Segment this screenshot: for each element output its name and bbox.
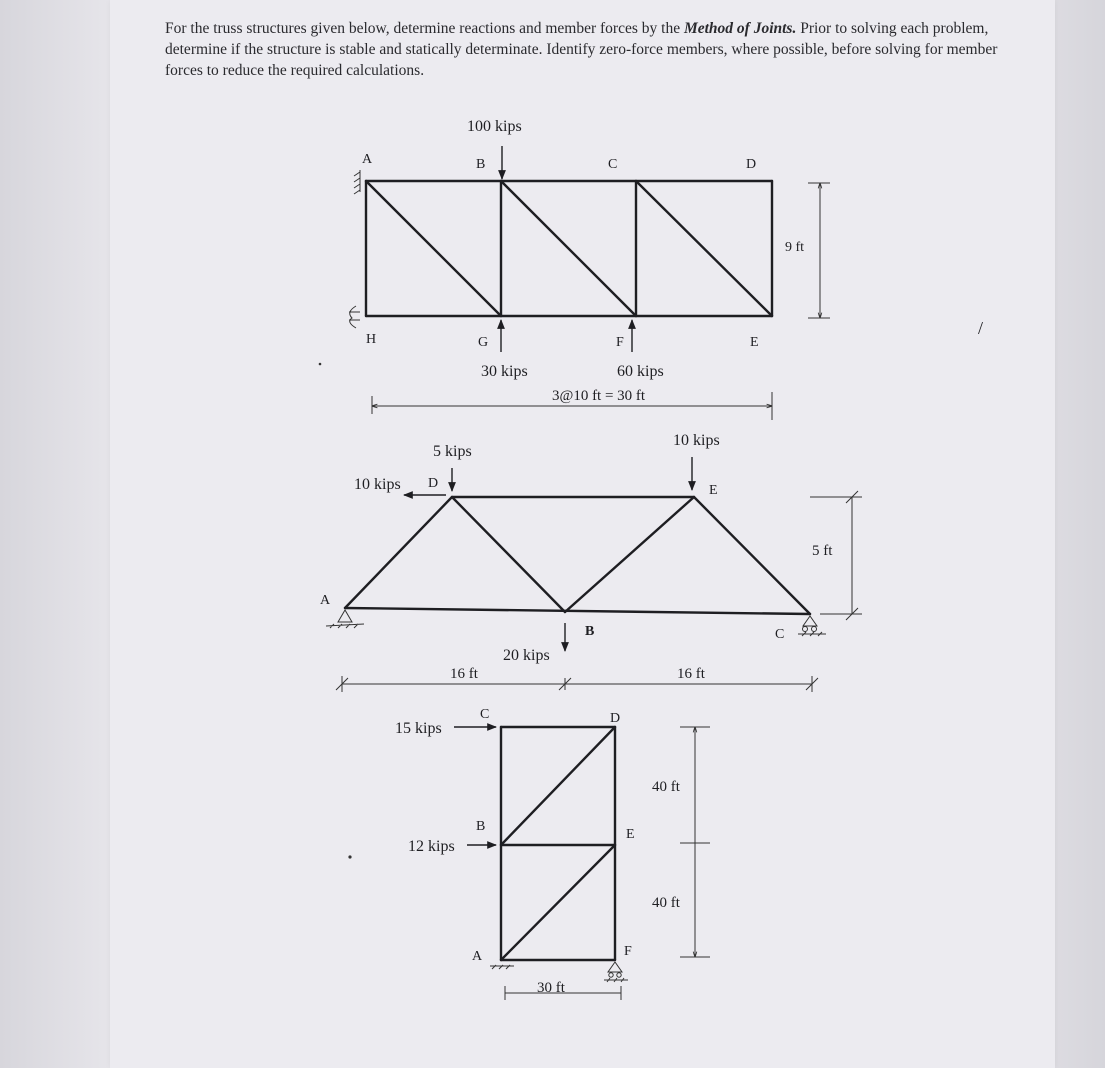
truss-1-members	[366, 181, 772, 316]
truss-2	[320, 432, 862, 692]
truss-2-load-b-label: 20 kips	[503, 647, 550, 664]
truss-3-joint-a: A	[472, 949, 483, 964]
truss-3	[395, 707, 710, 1000]
stray-dot-2	[348, 855, 351, 858]
truss-3-lower-dim-label: 40 ft	[652, 895, 680, 911]
truss-2-joint-c: C	[775, 627, 785, 642]
truss-1-support-h	[349, 306, 360, 328]
truss-2-load-e-label: 10 kips	[673, 432, 720, 449]
truss-1-joint-e: E	[750, 335, 759, 350]
truss-1-span-label: 3@10 ft = 30 ft	[552, 388, 646, 404]
stray-dot-1	[319, 363, 322, 366]
margin-mark: /	[978, 318, 984, 338]
truss-2-members	[345, 497, 810, 614]
truss-3-joint-b: B	[476, 819, 486, 834]
truss-2-right-dim-label: 16 ft	[677, 666, 705, 682]
truss-3-joint-c: C	[480, 707, 490, 722]
truss-3-joint-d: D	[610, 711, 621, 726]
truss-2-joint-e: E	[709, 483, 718, 498]
truss-2-load-d-vertical-label: 5 kips	[433, 443, 472, 460]
truss-1-support-a	[354, 170, 360, 194]
truss-3-upper-dim-label: 40 ft	[652, 779, 680, 795]
truss-1	[349, 118, 830, 420]
truss-1-joint-c: C	[608, 157, 618, 172]
truss-1-joint-f: F	[616, 335, 624, 350]
truss-1-joint-d: D	[746, 157, 757, 172]
truss-1-reaction-g-label: 30 kips	[481, 363, 528, 380]
truss-3-width-label: 30 ft	[537, 980, 565, 996]
truss-3-load-c-label: 15 kips	[395, 720, 442, 737]
truss-2-height-label: 5 ft	[812, 543, 833, 559]
truss-3-joint-e: E	[626, 827, 635, 842]
truss-1-height-label: 9 ft	[785, 240, 805, 255]
truss-2-joint-a: A	[320, 593, 331, 608]
truss-1-joint-a: A	[362, 152, 373, 167]
method-of-joints: Method of Joints.	[683, 20, 797, 37]
truss-2-joint-d: D	[428, 476, 439, 491]
instructions-part1: For the truss structures given below, determine reactions and member forces by the	[165, 20, 684, 37]
truss-2-support-c	[798, 616, 826, 636]
truss-1-joint-h: H	[366, 332, 377, 347]
truss-3-joint-f: F	[624, 944, 632, 959]
truss-2-load-d-horizontal-label: 10 kips	[354, 476, 401, 493]
truss-3-members	[501, 727, 615, 960]
truss-3-load-b-label: 12 kips	[408, 838, 455, 855]
truss-1-joint-g: G	[478, 335, 489, 350]
truss-2-left-dim-label: 16 ft	[450, 666, 478, 682]
truss-1-reaction-f-label: 60 kips	[617, 363, 664, 380]
truss-1-joint-b: B	[476, 157, 486, 172]
truss-3-support-f	[604, 962, 628, 982]
instructions-part2: Prior to solving each problem, determine if the structure is stable and statically determinate. Identify zero-force members, where possible, before solving for member forces to reduce the required calculations.	[165, 20, 998, 79]
truss-2-joint-b: B	[585, 624, 595, 639]
truss-1-load-b-label: 100 kips	[467, 118, 522, 135]
truss-3-support-a	[490, 965, 514, 969]
truss-2-support-a	[326, 610, 364, 628]
